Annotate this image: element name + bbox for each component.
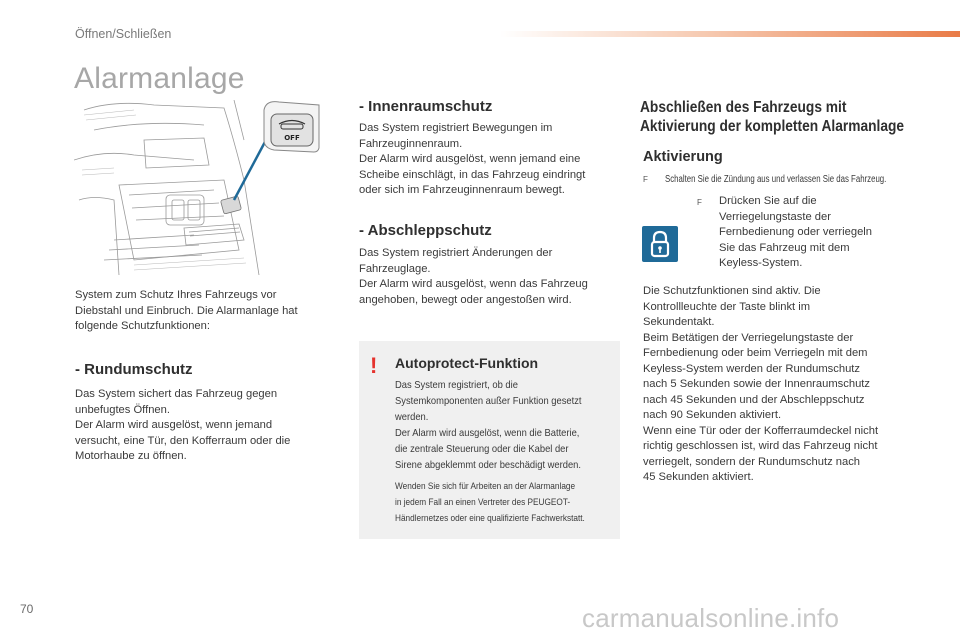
result-line: Die Schutzfunktionen sind aktiv. Die: [643, 285, 821, 297]
autoprotect-line: Der Alarm wird ausgelöst, wenn die Batterie,: [395, 428, 580, 439]
rundumschutz-line: Der Alarm wird ausgelöst, wenn jemand: [75, 419, 273, 431]
heading-innenraumschutz: - Innenraumschutz: [359, 98, 493, 115]
autoprotect-small-line: in jedem Fall an einen Vertreter des PEUGEOT-: [395, 496, 571, 507]
rundumschutz-line: versucht, eine Tür, den Kofferraum oder die: [75, 434, 291, 447]
abschleppschutz-line: Der Alarm wird ausgelöst, wenn das Fahrzeug: [359, 278, 588, 290]
rundumschutz-text: [75, 387, 335, 465]
step-switch-off: Schalten Sie die Zündung aus und verlassen Sie das Fahrzeug.: [665, 174, 887, 185]
console-illustration: [74, 100, 324, 275]
heading-rundumschutz: - Rundumschutz: [75, 361, 193, 378]
result-line: Wenn eine Tür oder der Kofferraumdeckel nicht: [643, 424, 879, 437]
abschleppschutz-line: Das System registriert Änderungen der: [359, 247, 553, 259]
result-line: Sekundentakt.: [643, 316, 715, 328]
watermark: carmanualsonline.info: [582, 603, 840, 633]
step-line: Drücken Sie auf die: [719, 195, 817, 207]
result-line: Beim Betätigen der Verriegelungstaste der: [643, 331, 854, 344]
abschleppschutz-text: [359, 246, 621, 308]
step-press-lock: [719, 194, 919, 272]
bullet-marker: F: [697, 198, 702, 207]
result-line: Kontrollleuchte der Taste blinkt im: [643, 300, 811, 313]
off-button-label: OFF: [284, 134, 300, 142]
abschleppschutz-line: angehoben, bewegt oder angestoßen wird.: [359, 293, 572, 306]
innenraumschutz-text: [359, 121, 621, 199]
innenraumschutz-line: Fahrzeuginnenraum.: [359, 137, 463, 150]
intro-text: [75, 288, 335, 335]
locking-title-line: Abschließen des Fahrzeugs mit: [640, 99, 847, 116]
intro-line: Diebstahl und Einbruch. Die Alarmanlage hat: [75, 304, 298, 317]
page-number: 70: [20, 602, 34, 616]
autoprotect-title: Autoprotect-Funktion: [395, 355, 539, 371]
intro-line: folgende Schutzfunktionen:: [75, 320, 210, 332]
result-line: nach 5 Sekunden sowie der Innenraumschutz: [643, 378, 871, 390]
rundumschutz-line: Motorhaube zu öffnen.: [75, 450, 187, 462]
rundumschutz-line: Das System sichert das Fahrzeug gegen: [75, 388, 278, 400]
result-line: 45 Sekunden aktiviert.: [643, 471, 754, 483]
autoprotect-small-line: Wenden Sie sich für Arbeiten an der Alarmanlage: [395, 480, 576, 491]
console-drawing: [74, 100, 324, 275]
locking-title-line: Aktivierung der kompletten Alarmanlage: [640, 118, 905, 135]
bullet-marker: F: [643, 175, 648, 184]
step-line: Sie das Fahrzeug mit dem: [719, 241, 850, 254]
innenraumschutz-line: Scheibe einschlägt, in das Fahrzeug eindringt: [359, 168, 586, 181]
activation-result-text: [643, 284, 913, 486]
step-line: Keyless-System.: [719, 257, 803, 269]
locking-section-title: [640, 98, 924, 136]
innenraumschutz-line: Das System registriert Bewegungen im: [359, 122, 553, 134]
autoprotect-line: Das System registriert, ob die: [395, 380, 518, 391]
autoprotect-line: die zentrale Steuerung oder die Kabel der: [395, 444, 569, 455]
autoprotect-line: Sirene abgeklemmt oder beschädigt werden.: [395, 460, 581, 471]
result-line: nach 45 Sekunden und der Abschleppschutz: [643, 393, 865, 406]
header-accent-bar: [500, 31, 960, 37]
result-line: Keyless-System werden der Rundumschutz: [643, 362, 861, 375]
autoprotect-small-line: Händlernetzes oder eine qualifizierte Fachwerkstatt.: [395, 512, 585, 523]
running-header: Öffnen/Schließen: [75, 27, 172, 41]
innenraumschutz-line: oder sich im Fahrzeuginnenraum bewegt.: [359, 184, 565, 196]
intro-line: System zum Schutz Ihres Fahrzeugs vor: [75, 289, 277, 301]
innenraumschutz-line: Der Alarm wird ausgelöst, wenn jemand eine: [359, 153, 581, 165]
result-line: richtig geschlossen ist, wird das Fahrzeug nicht: [643, 440, 878, 452]
lock-button-icon: [642, 226, 678, 262]
lock-icon: [642, 226, 678, 262]
autoprotect-line: Systemkomponenten außer Funktion gesetzt: [395, 396, 582, 407]
autoprotect-text: [395, 378, 616, 474]
result-line: verriegelt, sondern der Rundumschutz nach: [643, 455, 861, 468]
heading-aktivierung: Aktivierung: [643, 149, 723, 165]
warning-icon: !: [370, 353, 378, 378]
result-line: nach 90 Sekunden aktiviert.: [643, 409, 782, 421]
page-title: Alarmanlage: [74, 62, 245, 95]
result-line: Fernbedienung oder beim Verriegeln mit dem: [643, 347, 868, 359]
rundumschutz-line: unbefugtes Öffnen.: [75, 403, 170, 416]
heading-abschleppschutz: - Abschleppschutz: [359, 222, 492, 239]
autoprotect-line: werden.: [395, 412, 429, 423]
autoprotect-service-note: [395, 478, 619, 526]
step-line: Verriegelungstaste der: [719, 210, 831, 223]
abschleppschutz-line: Fahrzeuglage.: [359, 262, 431, 275]
step-line: Fernbedienung oder verriegeln: [719, 226, 872, 238]
